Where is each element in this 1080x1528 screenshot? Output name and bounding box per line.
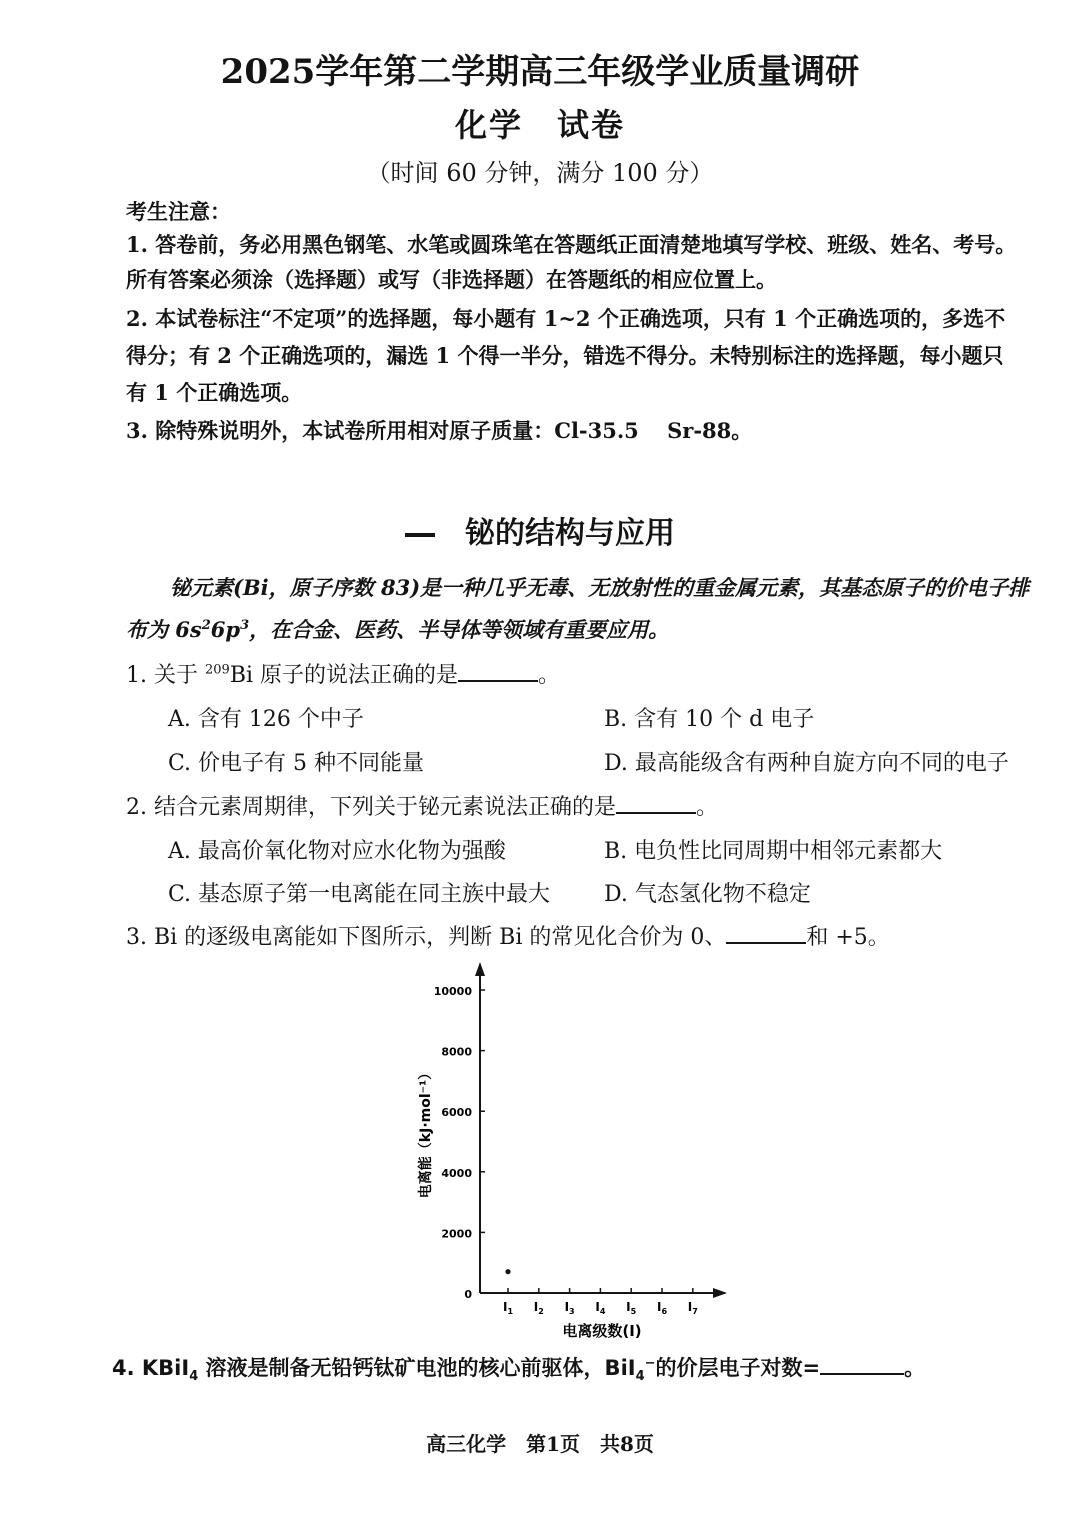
q4-answer-blank[interactable] — [820, 1355, 904, 1375]
chart-x-tick-label: $I_1$ — [502, 1300, 514, 1316]
section-number — [405, 516, 465, 551]
intro-line-2 — [126, 614, 669, 644]
chart-y-axis-arrow — [475, 962, 485, 976]
chart-x-tick-label: $I_4$ — [595, 1300, 606, 1316]
intro-text: 6p — [210, 617, 241, 642]
chart-x-tick-label: $I_7$ — [687, 1300, 698, 1316]
question-3 — [126, 920, 890, 951]
q4-sub: 4 — [189, 1369, 199, 1385]
q4-sup: − — [644, 1356, 656, 1371]
q1-option-d[interactable]: D. 最高能级含有两种自旋方向不同的电子 — [604, 751, 1009, 776]
notice-heading: 考生注意： — [126, 199, 231, 224]
q4-end: 。 — [904, 1356, 926, 1380]
chart-y-tick-label: 2000 — [441, 1227, 472, 1241]
notice-line: 1. 答卷前，务必用黑色钢笔、水笔或圆珠笔在答题纸正面清楚地填写学校、班级、姓名、考号。 — [126, 232, 1017, 257]
footer-total: 共8页 — [600, 1432, 654, 1456]
q2-option-c[interactable]: C. 基态原子第一电离能在同主族中最大 — [168, 882, 551, 907]
chart-y-tick-label: 0 — [464, 1288, 472, 1301]
ionization-energy-chart — [400, 952, 740, 1352]
chart-y-tick-label: 10000 — [433, 985, 472, 998]
intro-line-1: 铋元素(Bi，原子序数 83)是一种几乎无毒、无放射性的重金属元素，其基态原子的价电子排 — [170, 575, 1030, 600]
page-footer — [0, 1428, 1080, 1457]
exam-title: 2025学年第二学期高三年级学业质量调研 — [220, 52, 860, 92]
q2-answer-blank[interactable] — [616, 794, 696, 814]
question-1 — [126, 658, 560, 689]
q4-text: 溶液是制备无铅钙钛矿电池的核心前驱体，BiI — [198, 1356, 636, 1380]
section-heading — [0, 508, 1080, 552]
notice-line: 有 1 个正确选项。 — [126, 380, 303, 405]
q2-end: 。 — [696, 795, 719, 820]
q2-option-d[interactable]: D. 气态氢化物不稳定 — [604, 882, 811, 907]
footer-page: 第1页 — [526, 1432, 580, 1456]
q4-text: 4. KBiI — [112, 1356, 190, 1380]
q1-text: Bi 原子的说法正确的是 — [229, 663, 459, 688]
q3-text: 和 +5。 — [806, 925, 890, 950]
q2-text: 2. 结合元素周期律，下列关于铋元素说法正确的是 — [126, 795, 616, 820]
q1-end: 。 — [538, 663, 561, 688]
chart-x-tick-label: $I_5$ — [626, 1300, 637, 1316]
q2-option-b[interactable]: B. 电负性比同周期中相邻元素都大 — [604, 839, 943, 864]
chart-y-tick-label: 8000 — [441, 1045, 472, 1059]
subject-label: 化学 — [454, 106, 523, 144]
chart-x-label: 电离级数(I) — [562, 1322, 642, 1340]
chart-y-tick-label: 4000 — [441, 1166, 472, 1180]
chart-y-tick-label: 6000 — [441, 1106, 472, 1120]
question-4 — [112, 1352, 925, 1384]
q2-option-a[interactable]: A. 最高价氧化物对应水化物为强酸 — [168, 839, 506, 864]
section-title: 铋的结构与应用 — [465, 516, 675, 551]
chart-y-ticks — [434, 985, 485, 1301]
chart-y-label: 电离能（kJ·mol⁻¹） — [418, 1065, 434, 1199]
notice-line: 所有答案必须涂（选择题）或写（非选择题）在答题纸的相应位置上。 — [126, 267, 777, 292]
intro-text: ，在合金、医药、半导体等领域有重要应用。 — [249, 617, 670, 642]
q1-option-a[interactable]: A. 含有 126 个中子 — [168, 707, 364, 732]
time-info: （时间 60 分钟，满分 100 分） — [366, 159, 714, 187]
q3-text: 3. Bi 的逐级电离能如下图所示，判断 Bi 的常见化合价为 0、 — [126, 925, 727, 950]
intro-sup: 3 — [240, 618, 250, 633]
q1-mass-number: 209 — [204, 662, 230, 678]
q4-sub: 4 — [635, 1369, 645, 1385]
chart-x-axis-arrow — [713, 1288, 727, 1298]
notice-line: 2. 本试卷标注“不定项”的选择题，每小题有 1~2 个正确选项，只有 1 个正确选项的，多选不 — [126, 306, 1006, 331]
intro-sup: 2 — [201, 618, 211, 633]
chart-x-tick-label: $I_6$ — [656, 1300, 668, 1316]
q3-answer-blank[interactable] — [726, 924, 806, 944]
q4-text: 的价层电子对数= — [655, 1356, 821, 1380]
question-2 — [126, 790, 718, 821]
notice-line: 3. 除特殊说明外，本试卷所用相对原子质量：Cl-35.5 Sr-88。 — [126, 418, 753, 443]
q1-option-b[interactable]: B. 含有 10 个 d 电子 — [604, 707, 815, 732]
chart-data-point — [505, 1269, 510, 1274]
q1-text: 1. 关于 — [126, 663, 205, 688]
chart-x-tick-label: $I_3$ — [564, 1300, 575, 1316]
q1-option-c[interactable]: C. 价电子有 5 种不同能量 — [168, 751, 425, 776]
section-dash — [405, 533, 435, 537]
q1-answer-blank[interactable] — [458, 662, 538, 682]
chart-x-tick-label: $I_2$ — [533, 1300, 544, 1316]
notice-line: 得分；有 2 个正确选项的，漏选 1 个得一半分，错选不得分。未特别标注的选择题，每小题只 — [126, 343, 1004, 368]
exam-subtitle — [0, 100, 1080, 146]
footer-course: 高三化学 — [426, 1432, 507, 1456]
intro-text: 布为 6s — [126, 617, 202, 642]
chart-axes — [475, 962, 727, 1298]
chart-points — [505, 1269, 510, 1274]
paper-label: 试卷 — [557, 106, 626, 144]
